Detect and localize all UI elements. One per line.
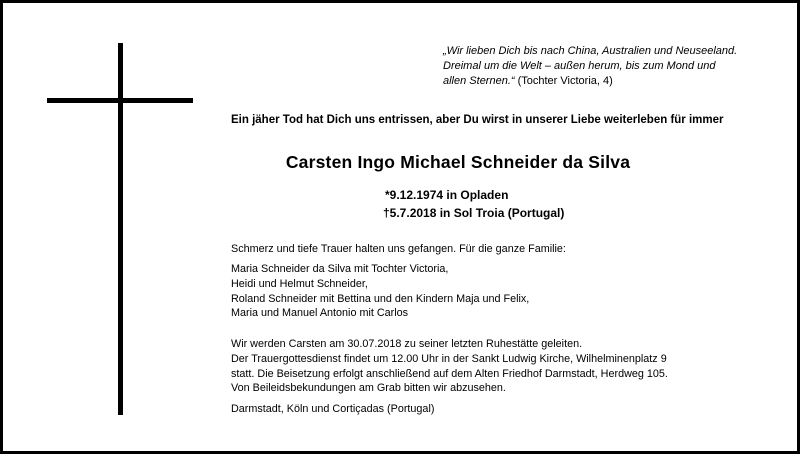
family-member: Maria und Manuel Antonio mit Carlos	[231, 307, 409, 320]
burial-line: statt. Die Beisetzung erfolgt anschließend auf dem Alten Friedhof Darmstadt, Herdweg 105.	[231, 367, 668, 380]
quote-line: „Wir lieben Dich bis nach China, Australien und Neuseeland.	[443, 45, 738, 57]
death-date: †5.7.2018 in Sol Troia (Portugal)	[383, 206, 565, 220]
family-member: Roland Schneider mit Bettina und den Kindern Maja und Felix,	[231, 292, 530, 305]
quote-line: allen Sternen.“	[443, 75, 515, 87]
quote-block	[443, 44, 743, 89]
motto: Ein jäher Tod hat Dich uns entrissen, aber Du wirst in unserer Liebe weiterleben für immer	[231, 114, 724, 126]
burial-line: Von Beileidsbekundungen am Grab bitten wir abzusehen.	[231, 382, 506, 395]
family-member: Heidi und Helmut Schneider,	[231, 277, 368, 290]
quote-attribution: (Tochter Victoria, 4)	[514, 75, 613, 87]
family-member: Maria Schneider da Silva mit Tochter Victoria,	[231, 263, 449, 275]
deceased-name: Carsten Ingo Michael Schneider da Silva	[285, 152, 631, 172]
burial-line: Wir werden Carsten am 30.07.2018 zu seiner letzten Ruhestätte geleiten.	[231, 338, 583, 350]
birth-date: *9.12.1974 in Opladen	[385, 188, 509, 202]
closing-places: Darmstadt, Köln und Cortiçadas (Portugal)	[231, 403, 435, 415]
quote-line: Dreimal um die Welt – außen herum, bis zum Mond und	[443, 60, 716, 72]
family-list	[231, 262, 529, 321]
grief-line: Schmerz und tiefe Trauer halten uns gefangen. Für die ganze Familie:	[231, 243, 566, 255]
burial-info	[231, 337, 668, 396]
burial-line: Der Trauergottesdienst findet um 12.00 Uhr in der Sankt Ludwig Kirche, Wilhelminenplatz 9	[231, 352, 667, 365]
cross-icon-horizontal	[47, 98, 193, 103]
life-dates	[383, 186, 564, 222]
